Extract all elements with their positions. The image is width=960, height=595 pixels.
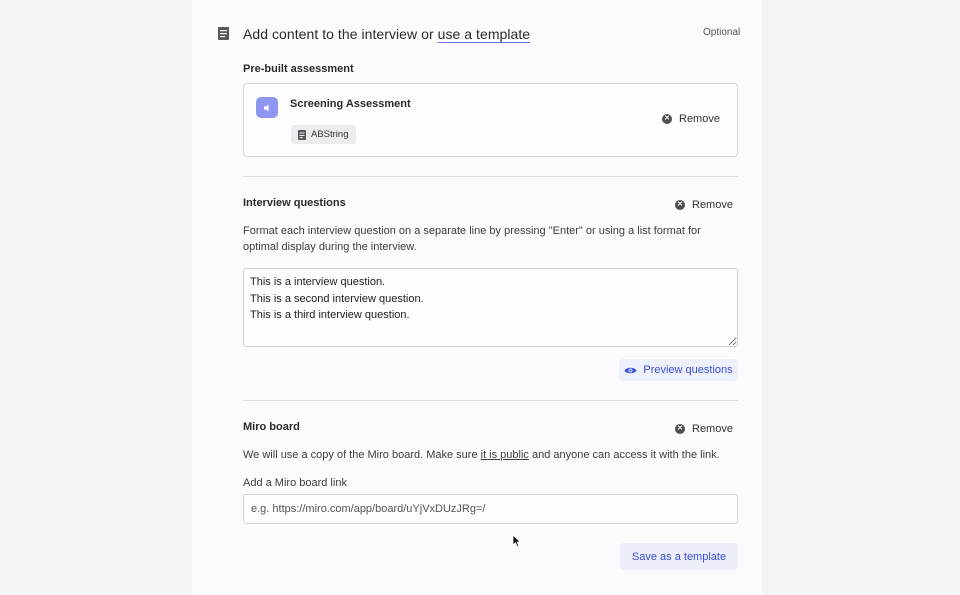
speaker-icon: [262, 103, 272, 113]
tag-label: ABString: [311, 129, 349, 140]
close-circle-icon: ✕: [675, 200, 685, 210]
interview-questions-label: Interview questions: [243, 197, 346, 209]
section-title: [243, 26, 530, 42]
document-icon: [218, 27, 229, 40]
document-icon: [298, 130, 306, 140]
remove-label: Remove: [679, 113, 720, 125]
miro-link-label: Add a Miro board link: [243, 477, 347, 489]
remove-questions-button[interactable]: [675, 199, 733, 211]
close-circle-icon: ✕: [675, 424, 685, 434]
divider: [243, 400, 738, 401]
title-text: Add content to the interview or: [243, 26, 438, 42]
divider: [243, 176, 738, 177]
questions-help-text: Format each interview question on a separate line by pressing "Enter" or using a list format for optimal display during the interview.: [243, 225, 701, 253]
remove-miro-button[interactable]: [675, 423, 733, 435]
remove-label: Remove: [692, 199, 733, 211]
miro-link-input[interactable]: [243, 494, 738, 524]
prebuilt-assessment-label: Pre-built assessment: [243, 63, 354, 75]
mouse-cursor-icon: [512, 534, 522, 548]
remove-label: Remove: [692, 423, 733, 435]
remove-assessment-button[interactable]: [662, 113, 720, 125]
miro-help-prefix: We will use a copy of the Miro board. Make sure: [243, 449, 481, 461]
interview-questions-textarea[interactable]: [243, 268, 738, 347]
eye-icon: [624, 366, 637, 375]
close-circle-icon: ✕: [662, 114, 672, 124]
miro-help-text: [243, 447, 738, 463]
it-is-public-link[interactable]: it is public: [480, 449, 529, 461]
miro-help-suffix: and anyone can access it with the link.: [528, 449, 720, 461]
use-template-link[interactable]: use a template: [437, 26, 531, 42]
save-as-template-button[interactable]: Save as a template: [620, 543, 738, 570]
optional-label: Optional: [703, 27, 741, 38]
assessment-name: Screening Assessment: [290, 98, 411, 110]
assessment-icon: [256, 97, 278, 118]
preview-questions-button[interactable]: [619, 359, 738, 381]
miro-board-label: Miro board: [243, 421, 300, 433]
preview-questions-label: Preview questions: [643, 364, 733, 376]
assessment-tag: [291, 125, 356, 144]
